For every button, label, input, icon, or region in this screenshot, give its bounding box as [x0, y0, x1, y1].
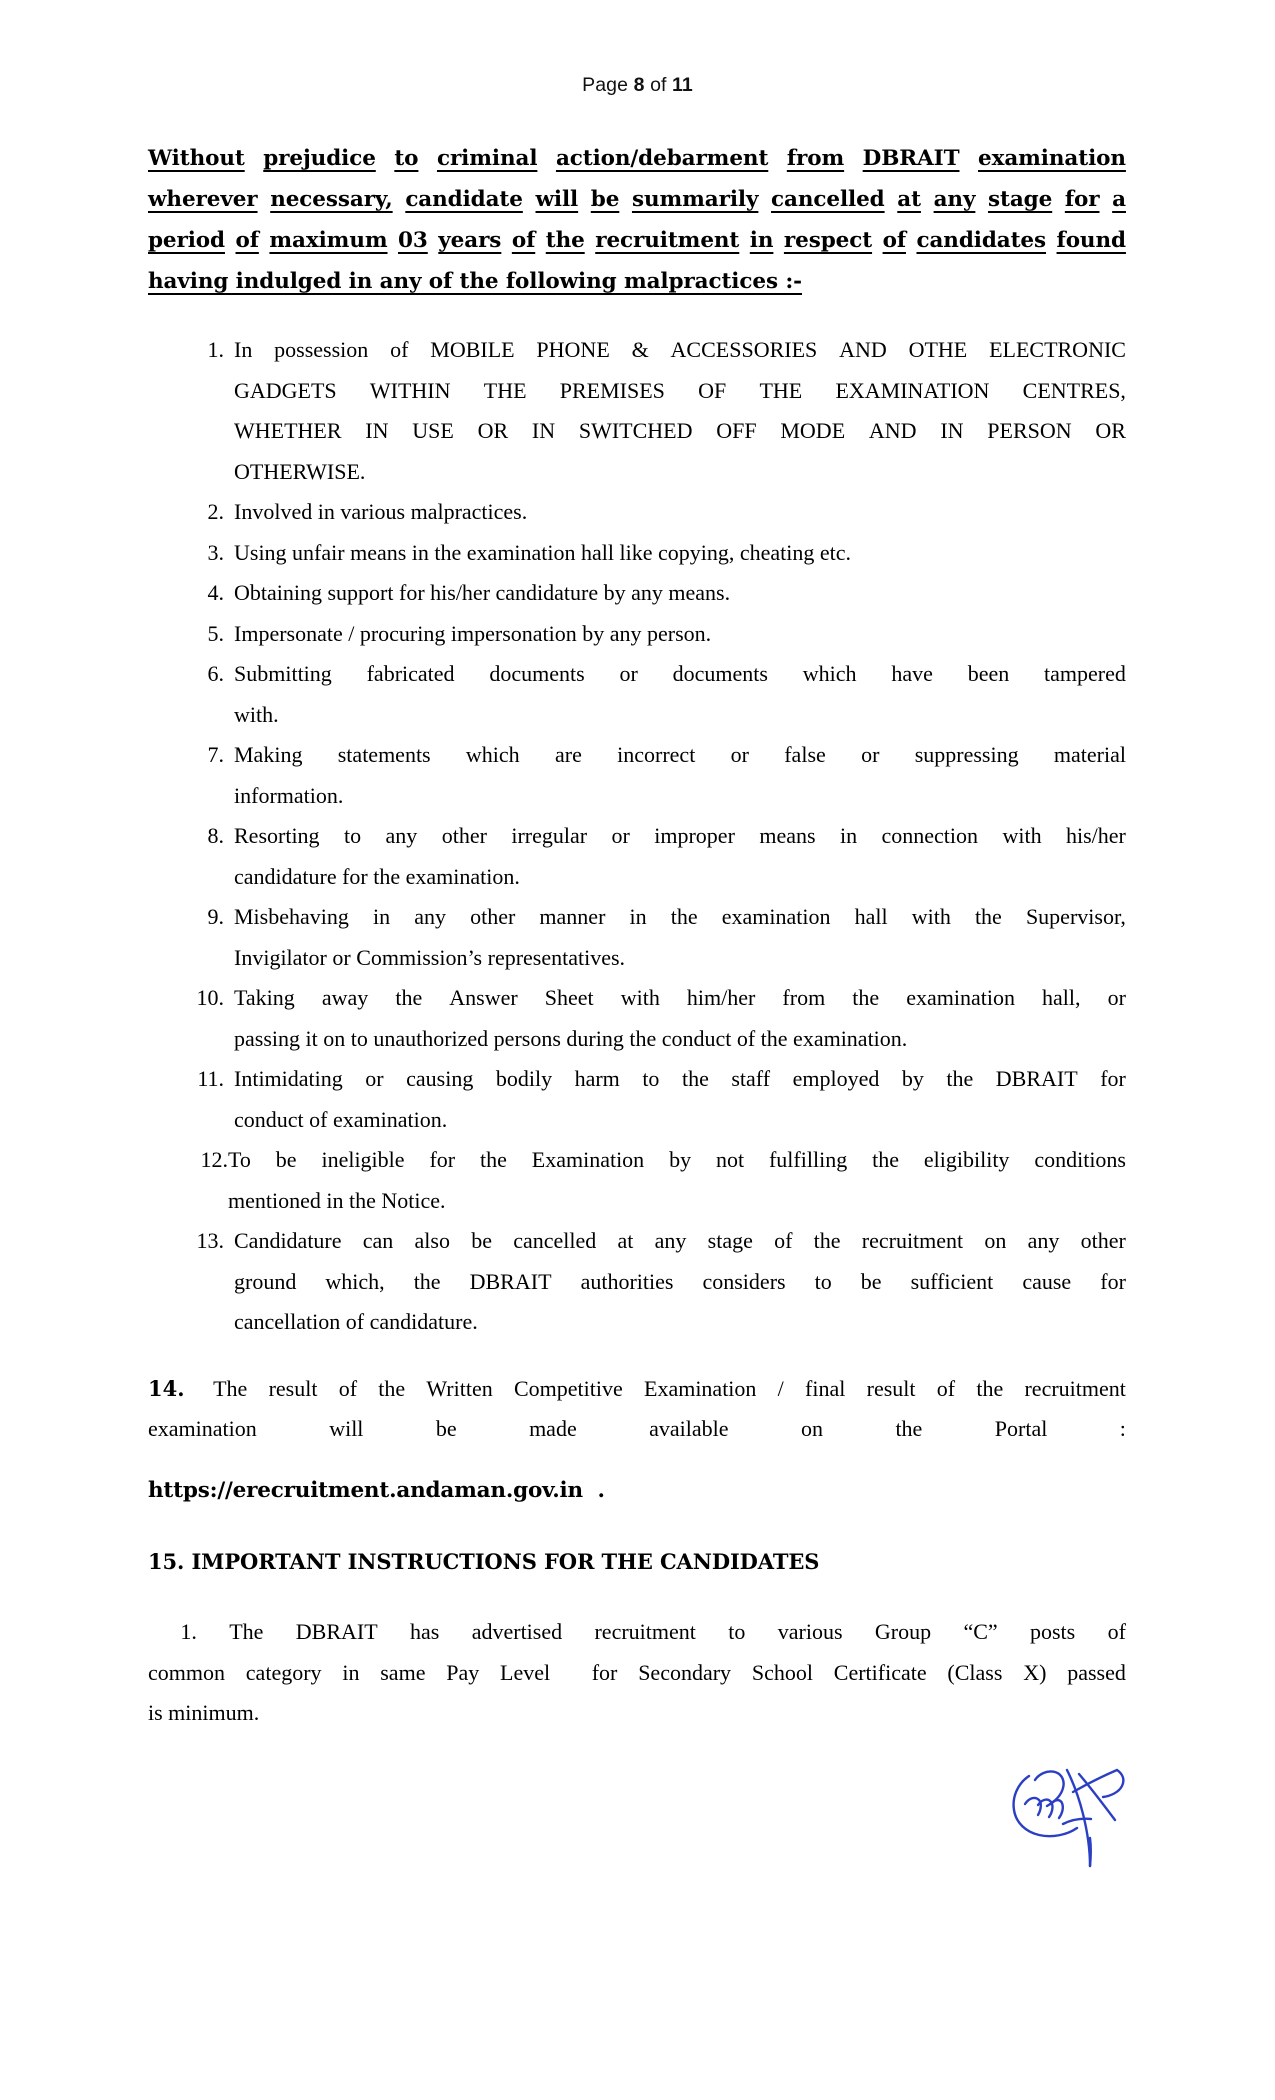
list-item-text: Intimidating or causing bodily harm to the staff employed by the DBRAIT for conduct of examination.	[234, 1066, 1126, 1132]
page-header	[0, 74, 1275, 97]
handwritten-signature-icon	[995, 1750, 1165, 1890]
list-item	[176, 654, 1126, 735]
list-item	[176, 1059, 1126, 1140]
list-item-number: 9.	[207, 904, 224, 929]
list-item-number: 7.	[207, 742, 224, 767]
list-item	[176, 816, 1126, 897]
list-item-number: 1.	[207, 337, 224, 362]
list-item-text: In possession of MOBILE PHONE & ACCESSORIES AND OTHE ELECTRONIC GADGETS WITHIN THE PREMISES OF THE EXAMINATION CENTRES, WHETHER IN USE OR IN SWITCHED OFF MODE AND IN PERSON OR OTHERWISE.	[234, 337, 1126, 484]
list-item	[176, 978, 1126, 1059]
list-item-number: 11.	[197, 1066, 224, 1091]
list-item-text: Involved in various malpractices.	[234, 499, 528, 524]
page-number: 8	[633, 74, 645, 96]
lead-heading-line-2: wherever necessary, candidate will be summarily cancelled at any stage for a	[148, 187, 1126, 212]
list-item	[176, 1221, 1126, 1343]
clause-14	[148, 1369, 1126, 1450]
list-item	[176, 573, 1126, 614]
list-item-number: 13.	[196, 1228, 224, 1253]
list-item-number: 5.	[207, 620, 224, 646]
document-body	[148, 138, 1126, 1734]
list-item-text: Impersonate / procuring impersonation by any person.	[234, 620, 712, 646]
list-item	[176, 735, 1126, 816]
lead-heading	[148, 138, 1126, 302]
portal-url-trailing: .	[597, 1478, 605, 1503]
list-item-text: Obtaining support for his/her candidature by any means.	[234, 580, 731, 605]
list-item	[176, 330, 1126, 492]
page-header-prefix: Page	[582, 74, 634, 96]
clause-14-line-1: 14. The result of the Written Competitive Examination / final result of the recruitment	[148, 1369, 1126, 1410]
clause-15-line-1: 1. The DBRAIT has advertised recruitment to various Group “C” posts of	[180, 1619, 1126, 1644]
lead-heading-line-1: Without prejudice to criminal action/debarment from DBRAIT examination	[148, 146, 1126, 171]
list-item-number: 2.	[207, 499, 224, 524]
list-item-text: Resorting to any other irregular or improper means in connection with his/her candidature for the examination.	[234, 823, 1126, 889]
portal-url-line[interactable]	[148, 1471, 1126, 1512]
list-item-text: Submitting fabricated documents or documents which have been tampered with.	[234, 661, 1126, 727]
portal-url[interactable]: https://erecruitment.andaman.gov.in	[148, 1478, 583, 1503]
list-item-number: 8.	[207, 823, 224, 848]
list-item-number: 3.	[207, 539, 224, 565]
clause-14-number: 14.	[148, 1375, 192, 1401]
list-item-number: 10.	[196, 985, 224, 1010]
list-item	[176, 533, 1126, 574]
list-item-number: 4.	[207, 580, 224, 605]
list-item-text: Misbehaving in any other manner in the examination hall with the Supervisor, Invigilator or Commission’s representatives.	[234, 904, 1126, 970]
list-item	[176, 614, 1126, 655]
list-item-number: 12.	[200, 1147, 228, 1172]
clause-14-line-2: examination will be made available on the Portal :	[148, 1416, 1126, 1441]
list-item-text: Making statements which are incorrect or false or suppressing material information.	[234, 742, 1126, 808]
list-item	[176, 897, 1126, 978]
clause-15-heading: 15. IMPORTANT INSTRUCTIONS FOR THE CANDIDATES	[148, 1548, 820, 1574]
clause-15-line-3: is minimum.	[148, 1700, 260, 1725]
list-item-text: Candidature can also be cancelled at any stage of the recruitment on any other ground which, the DBRAIT authorities considers to be sufficient cause for cancellation of candidature.	[234, 1228, 1126, 1334]
total-pages: 11	[672, 74, 693, 96]
clause-15-subitem-1	[148, 1612, 1126, 1734]
list-item-number: 6.	[207, 661, 224, 686]
lead-heading-line-4: having indulged in any of the following malpractices :-	[148, 269, 802, 294]
list-item	[176, 492, 1126, 533]
lead-heading-line-3: period of maximum 03 years of the recruitment in respect of candidates found	[148, 228, 1126, 253]
page-header-middle: of	[644, 74, 673, 96]
list-item	[176, 1140, 1126, 1221]
clause-15-line-2: common category in same Pay Level for Secondary School Certificate (Class X) passed	[148, 1659, 1126, 1685]
list-item-text: Using unfair means in the examination hall like copying, cheating etc.	[234, 539, 852, 565]
list-item-text: Taking away the Answer Sheet with him/her from the examination hall, or passing it on to unauthorized persons during the conduct of the examination.	[234, 985, 1126, 1051]
malpractice-list	[176, 330, 1126, 1343]
list-item-text: To be ineligible for the Examination by not fulfilling the eligibility conditions mentioned in the Notice.	[228, 1147, 1126, 1213]
